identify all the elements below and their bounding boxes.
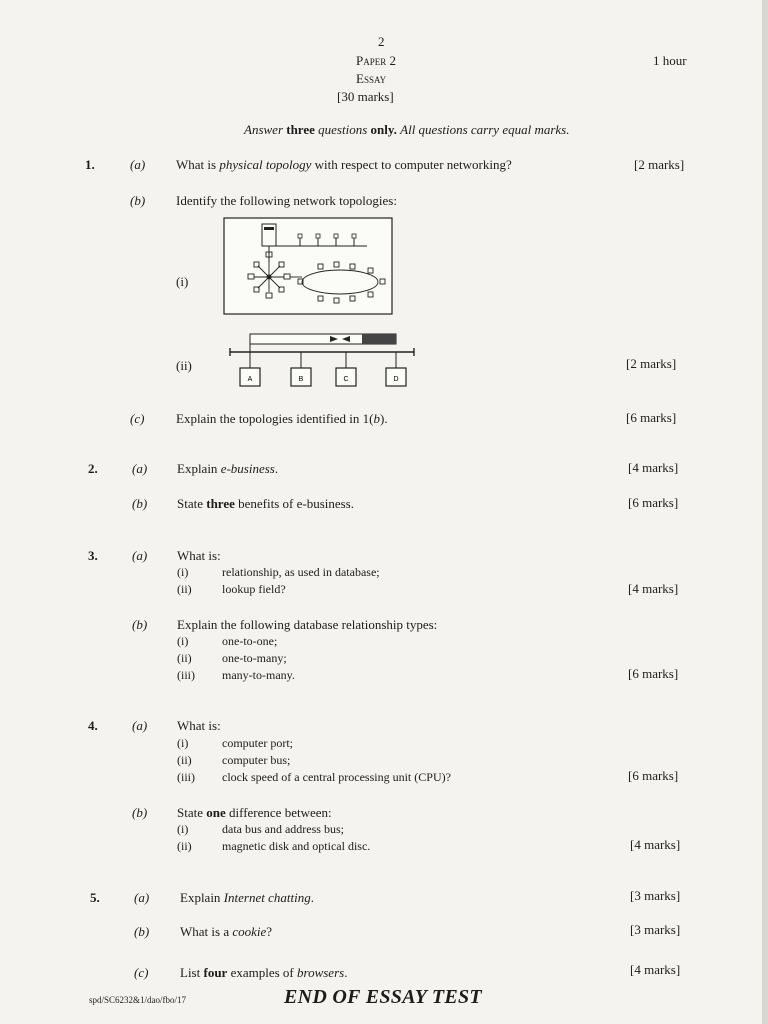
q3a-i-label: (i) xyxy=(177,565,189,579)
q5c-text xyxy=(180,965,347,981)
q3b-i-text: one-to-one; xyxy=(222,634,278,648)
duration: 1 hour xyxy=(653,53,687,68)
q2b-text xyxy=(177,496,354,512)
q5b-text-pre: What is a xyxy=(180,924,233,939)
q4a-ii-label: (ii) xyxy=(177,753,192,767)
q5b-label: (b) xyxy=(134,924,150,939)
q3b-i-label: (i) xyxy=(177,634,189,648)
end-of-test-title: END OF ESSAY TEST xyxy=(284,986,482,1008)
q2-number: 2. xyxy=(88,461,98,476)
q3b-ii-text: one-to-many; xyxy=(222,651,287,665)
q1b-item-i: (i) xyxy=(176,274,189,289)
q3b-marks: [6 marks] xyxy=(628,666,679,681)
q1a-text-post: with respect to computer networking? xyxy=(311,157,512,172)
q5c-label: (c) xyxy=(134,965,149,980)
q2a-text xyxy=(177,461,278,477)
q5a-text-em: Internet chatting xyxy=(223,890,311,905)
q3b-ii-label: (ii) xyxy=(177,651,192,665)
paper-label: Paper 2 xyxy=(356,53,396,68)
q4b-ii-text: magnetic disk and optical disc. xyxy=(222,839,371,853)
q5b-text-post: ? xyxy=(266,924,273,939)
q5b-marks: [3 marks] xyxy=(630,922,681,937)
q4b-ii-label: (ii) xyxy=(177,839,192,853)
q3a-text: What is: xyxy=(177,548,221,563)
q5a-text-pre: Explain xyxy=(180,890,224,905)
q1c-marks: [6 marks] xyxy=(626,410,677,425)
instr-part-4: only. xyxy=(370,122,397,137)
q4a-ii-text: computer bus; xyxy=(222,753,291,767)
q1c-text-pre: Explain the topologies identified in 1( xyxy=(176,411,374,426)
instr-part-3: questions xyxy=(318,122,368,137)
q3b-iii-text: many-to-many. xyxy=(222,668,295,682)
total-marks: [30 marks] xyxy=(337,89,394,104)
q3b-label: (b) xyxy=(132,617,148,632)
q5-number: 5. xyxy=(90,890,100,905)
q1c-text xyxy=(176,411,388,427)
q5b-text xyxy=(180,924,272,940)
q5a-marks: [3 marks] xyxy=(630,888,681,903)
q3a-label: (a) xyxy=(132,548,148,563)
q3a-ii-label: (ii) xyxy=(177,582,192,596)
q4a-iii-label: (iii) xyxy=(177,770,195,784)
q5c-text-pre: List xyxy=(180,965,204,980)
page-number: 2 xyxy=(378,34,385,49)
q4a-label: (a) xyxy=(132,718,148,733)
q4b-i-text: data bus and address bus; xyxy=(222,822,344,836)
q3b-iii-label: (iii) xyxy=(177,668,195,682)
q3a-ii-text: lookup field? xyxy=(222,582,286,596)
q2a-marks: [4 marks] xyxy=(628,460,679,475)
bus-node-d: D xyxy=(393,376,399,383)
q2a-label: (a) xyxy=(132,461,148,476)
instr-part-2: three xyxy=(286,122,315,137)
q1c-label: (c) xyxy=(130,411,145,426)
q4-number: 4. xyxy=(88,718,98,733)
q1b-marks: [2 marks] xyxy=(626,356,677,371)
q5c-text-em: browsers xyxy=(297,965,345,980)
q1-number: 1. xyxy=(85,157,95,172)
q2b-text-pre: State xyxy=(177,496,207,511)
q1b-label: (b) xyxy=(130,193,146,208)
q4b-text xyxy=(177,805,332,821)
q1a-marks: [2 marks] xyxy=(634,157,685,172)
topology-diagram-hybrid xyxy=(222,216,394,316)
q5c-text-post: . xyxy=(344,965,348,980)
footer-code: spd/SC6232&1/dao/fbo/17 xyxy=(89,995,187,1005)
q3a-marks: [4 marks] xyxy=(628,581,679,596)
q4b-text-post: difference between: xyxy=(225,805,332,820)
q1a-text-pre: What is xyxy=(176,157,220,172)
q4b-label: (b) xyxy=(132,805,148,820)
q4a-i-text: computer port; xyxy=(222,736,293,750)
q1a-label: (a) xyxy=(130,157,146,172)
q2a-text-em: e-business xyxy=(220,461,275,476)
q1c-text-em: b xyxy=(373,411,380,426)
q5a-text-post: . xyxy=(310,890,314,905)
q5c-marks: [4 marks] xyxy=(630,962,681,977)
bus-node-b: B xyxy=(298,376,304,383)
q2a-text-post: . xyxy=(274,461,279,476)
q2b-text-strong: three xyxy=(206,496,235,511)
q1b-item-ii: (ii) xyxy=(176,358,192,373)
q4b-marks: [4 marks] xyxy=(630,837,681,852)
q5b-text-em: cookie xyxy=(232,924,267,939)
instr-part-1: Answer xyxy=(244,122,283,137)
bus-node-c: C xyxy=(343,376,349,383)
instr-part-5: All questions carry equal marks. xyxy=(400,122,570,137)
q4a-i-label: (i) xyxy=(177,736,189,750)
bus-node-a: A xyxy=(247,376,253,383)
paper-type: Essay xyxy=(356,71,387,86)
q4b-text-pre: State xyxy=(177,805,207,820)
q2b-marks: [6 marks] xyxy=(628,495,679,510)
q3-number: 3. xyxy=(88,548,98,563)
q5a-text xyxy=(180,890,314,906)
q3a-i-text: relationship, as used in database; xyxy=(222,565,380,579)
q4a-marks: [6 marks] xyxy=(628,768,679,783)
instructions xyxy=(244,122,569,138)
q1c-text-post: ). xyxy=(380,411,388,426)
q2b-label: (b) xyxy=(132,496,148,511)
q2b-text-post: benefits of e-business. xyxy=(234,496,355,511)
q1b-text: Identify the following network topologies: xyxy=(176,193,397,208)
q2a-text-pre: Explain xyxy=(177,461,221,476)
q4b-i-label: (i) xyxy=(177,822,189,836)
q1a-text xyxy=(176,157,512,173)
q4a-text: What is: xyxy=(177,718,221,733)
q4b-text-strong: one xyxy=(206,805,226,820)
scan-edge xyxy=(762,0,768,1024)
q4a-iii-text: clock speed of a central processing unit (CPU)? xyxy=(222,770,451,784)
q5a-label: (a) xyxy=(134,890,150,905)
q5c-text-strong: four xyxy=(203,965,228,980)
topology-diagram-bus xyxy=(226,330,418,392)
q1a-text-em: physical topology xyxy=(219,157,312,172)
q3b-text: Explain the following database relationship types: xyxy=(177,617,438,632)
q5c-text-mid: examples of xyxy=(227,965,297,980)
